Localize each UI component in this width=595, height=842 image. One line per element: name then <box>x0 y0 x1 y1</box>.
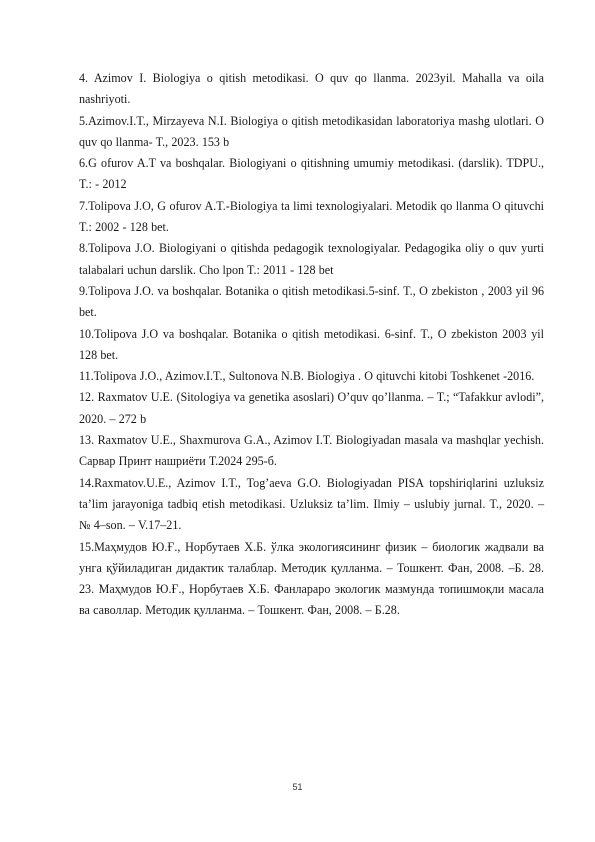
reference-list <box>79 68 544 622</box>
reference-item-7: 7.Tolipova J.O, G ofurov A.T.-Biologiya ta limi texnologiyalari. Metodik qo llanma O qituvchi T.: 2002 - 128 bet. <box>79 198 544 235</box>
reference-item-13: 13. Raxmatov U.E., Shaxmurova G.A., Azimov I.T. Biologiyadan masala va mashqlar yechish. Сарвар Принт нашриёти Т.2024 295-б. <box>79 433 544 469</box>
reference-item-6: 6.G ofurov A.T va boshqalar. Biologiyani o qitishning umumiy metodikasi. (darslik). TDPU., T.: - 2012 <box>79 156 544 192</box>
reference-item-9: 9.Tolipova J.O. va boshqalar. Botanika o qitish metodikasi.5-sinf. T., O zbekiston , 2003 yil 96 bet. <box>79 283 544 320</box>
reference-item-11: 11.Tolipova J.O., Azimov.I.T., Sultonova N.B. Biologiya . O qituvchi kitobi Toshkenet -2016. <box>79 369 535 384</box>
reference-item-14: 14.Raxmatov.U.E., Azimov I.T., Tog’aeva G.O. Biologiyadan PISA topshiriqlarini uzluksiz ta’lim jarayoniga tadbiq etish metodikasi. Uzluksiz ta’lim. Ilmiy – uslubiy jurnal. T., 2020. – № 4–son. – V.17–21. <box>79 475 544 533</box>
reference-item-8: 8.Tolipova J.O. Biologiyani o qitishda pedagogik texnologiyalar. Pedagogika oliy o quv yurti talabalari uchun darslik. Cho lpon T.: 2011 - 128 bet <box>79 241 544 277</box>
reference-item-12: 12. Raxmatov U.E. (Sitologiya va genetika asoslari) O’quv qo’llanma. – T.; “Tafakkur avlodi”, 2020. – 272 b <box>79 390 544 426</box>
reference-item-15: 15.Маҳмудов Ю.Ғ., Норбутаев Х.Б. ўлка экологиясининг физик – биологик жадвали ва унга қўйиладиган дидактик талаблар. Методик қулланма. – Тошкент. Фан, 2008. –Б. 28. 23. Маҳмудов Ю.Ғ., Норбутаев Х.Б. Фанлараро экологик мазмунда топишмоқли масала ва саволлар. Методик қулланма. – Тошкент. Фан, 2008. – Б.28. <box>79 539 544 618</box>
reference-item-5: 5.Azimov.I.T., Mirzayeva N.I. Biologiya o qitish metodikasidan laboratoriya mashg ulotlari. O quv qo llanma- T., 2023. 153 b <box>79 113 544 149</box>
reference-item-4: 4. Azimov I. Biologiya o qitish metodikasi. O quv qo llanma. 2023yil. Mahalla va oila nashriyoti. <box>79 71 544 107</box>
reference-item-10: 10.Tolipova J.O va boshqalar. Botanika o qitish metodikasi. 6-sinf. T., O zbekiston 2003 yil 128 bet. <box>79 326 544 362</box>
page-number: 51 <box>292 782 303 792</box>
